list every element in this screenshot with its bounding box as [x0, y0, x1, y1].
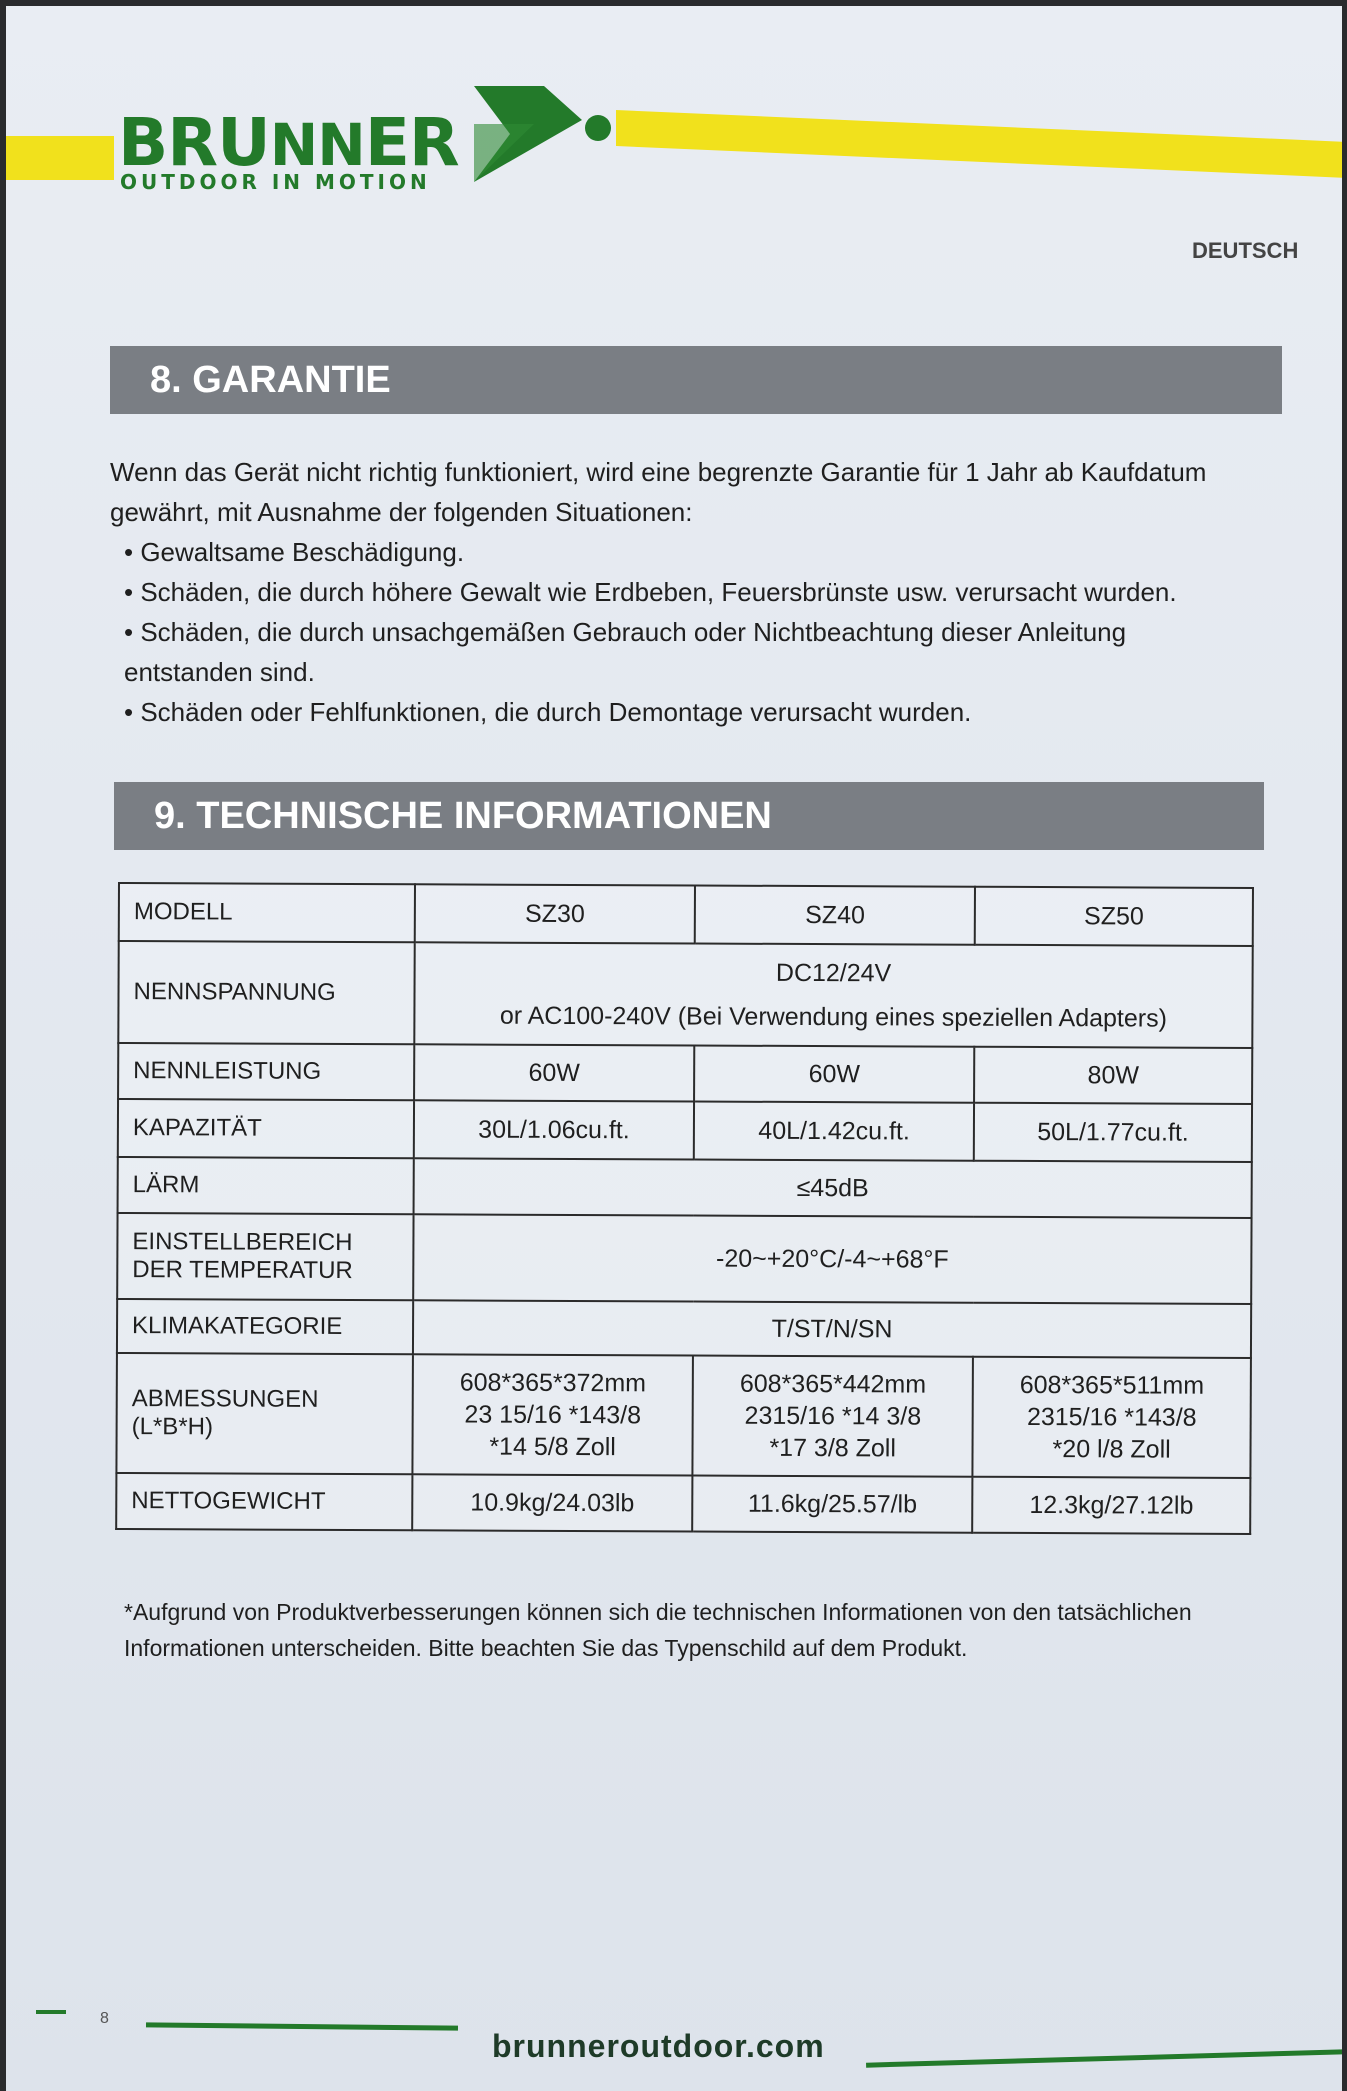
warranty-text [110, 452, 1260, 732]
footer-line [36, 2010, 66, 2014]
warranty-item: • Schäden oder Fehlfunktionen, die durch Demontage verursacht wurden. [124, 697, 972, 727]
dimension-inch: *14 5/8 Zoll [489, 1432, 616, 1462]
dimension-inch: *17 3/8 Zoll [769, 1433, 897, 1463]
temperature-cell: -20~+20°C/-4~+68°F [413, 1214, 1251, 1304]
section-heading-technische-informationen: 9. TECHNISCHE INFORMATIONEN [114, 782, 1264, 850]
dimension-inch: 23 15/16 *143/8 [464, 1400, 642, 1430]
power-cell: 60W [694, 1046, 974, 1103]
table-row [118, 941, 1252, 1048]
weight-cell: 11.6kg/25.57/lb [692, 1476, 972, 1533]
capacity-cell: 30L/1.06cu.ft. [414, 1100, 694, 1159]
row-label: MODELL [119, 883, 415, 942]
section-heading-garantie: 8. GARANTIE [110, 346, 1282, 414]
table-row [118, 1157, 1252, 1218]
manual-page [6, 6, 1342, 2091]
dimensions-cell [973, 1357, 1251, 1478]
power-cell: 80W [974, 1047, 1252, 1104]
table-row [116, 1473, 1250, 1534]
row-label: KAPAZITÄT [118, 1099, 414, 1158]
table-row [118, 1099, 1252, 1162]
model-cell: SZ30 [415, 884, 695, 943]
model-cell: SZ50 [975, 887, 1253, 946]
warranty-item: • Schäden, die durch unsachgemäßen Gebrauch oder Nichtbeachtung dieser Anleitung entstanden sind. [124, 617, 1127, 687]
weight-cell: 10.9kg/24.03lb [412, 1474, 692, 1531]
table-row [117, 1213, 1251, 1304]
header-stripe-left [6, 136, 114, 180]
row-label: KLIMAKATEGORIE [117, 1299, 413, 1354]
footer-line [866, 2049, 1342, 2067]
dimensions-cell [693, 1356, 974, 1477]
warranty-item: • Schäden, die durch höhere Gewalt wie Erdbeben, Feuersbrünste usw. verursacht wurden. [124, 577, 1177, 607]
capacity-cell: 50L/1.77cu.ft. [974, 1103, 1252, 1162]
row-label: EINSTELLBEREICH DER TEMPERATUR [117, 1213, 413, 1300]
table-row [117, 1299, 1251, 1358]
dimension-inch: *20 l/8 Zoll [1052, 1435, 1171, 1464]
brand-arrow-icon [474, 84, 614, 184]
dimension-mm: 608*365*372mm [459, 1368, 647, 1398]
header-stripe-right [616, 110, 1342, 178]
weight-cell: 12.3kg/27.12lb [972, 1477, 1250, 1534]
dimensions-cell [412, 1354, 693, 1475]
table-row [119, 883, 1253, 946]
climate-cell: T/ST/N/SN [413, 1300, 1251, 1358]
website-link[interactable]: brunneroutdoor.com [492, 2028, 825, 2064]
row-label: LÄRM [118, 1157, 414, 1214]
dimension-inch: 2315/16 *14 3/8 [744, 1401, 922, 1431]
warranty-intro: Wenn das Gerät nicht richtig funktioniert, wird eine begrenzte Garantie für 1 Jahr ab Kaufdatum gewährt, mit Ausnahme der folgenden Situationen: [110, 457, 1207, 527]
dimension-mm: 608*365*511mm [1019, 1370, 1205, 1400]
warranty-item: • Gewaltsame Beschädigung. [124, 537, 465, 567]
row-label: NENNLEISTUNG [118, 1043, 414, 1100]
voltage-line: DC12/24V [775, 958, 892, 988]
power-cell: 60W [414, 1044, 694, 1101]
brand-logo [114, 84, 634, 204]
brand-tagline: OUTDOOR IN MOTION [120, 170, 431, 194]
voltage-cell [414, 942, 1252, 1048]
row-label: NENNSPANNUNG [118, 941, 414, 1044]
noise-cell: ≤45dB [414, 1158, 1252, 1218]
footer-line [146, 2022, 458, 2030]
spec-table [115, 882, 1254, 1535]
voltage-line: or AC100-240V (Bei Verwendung eines speziellen Adapters) [499, 1001, 1168, 1033]
dimension-inch: 2315/16 *143/8 [1026, 1402, 1197, 1432]
table-row [118, 1043, 1252, 1104]
footnote: *Aufgrund von Produktverbesserungen können sich die technischen Informationen von den tatsächlichen Informationen unterscheiden. Bitte beachten Sie das Typenschild auf dem Produkt. [124, 1599, 1192, 1661]
language-label: DEUTSCH [1192, 238, 1299, 263]
table-row [116, 1353, 1251, 1478]
capacity-cell: 40L/1.42cu.ft. [694, 1102, 974, 1161]
row-label: NETTOGEWICHT [116, 1473, 412, 1530]
page-number: 8 [100, 2010, 109, 2027]
dimension-mm: 608*365*442mm [739, 1369, 927, 1399]
brand-wordmark: BRUNNER [118, 104, 459, 181]
row-label: ABMESSUNGEN (L*B*H) [116, 1353, 413, 1474]
model-cell: SZ40 [695, 886, 975, 945]
